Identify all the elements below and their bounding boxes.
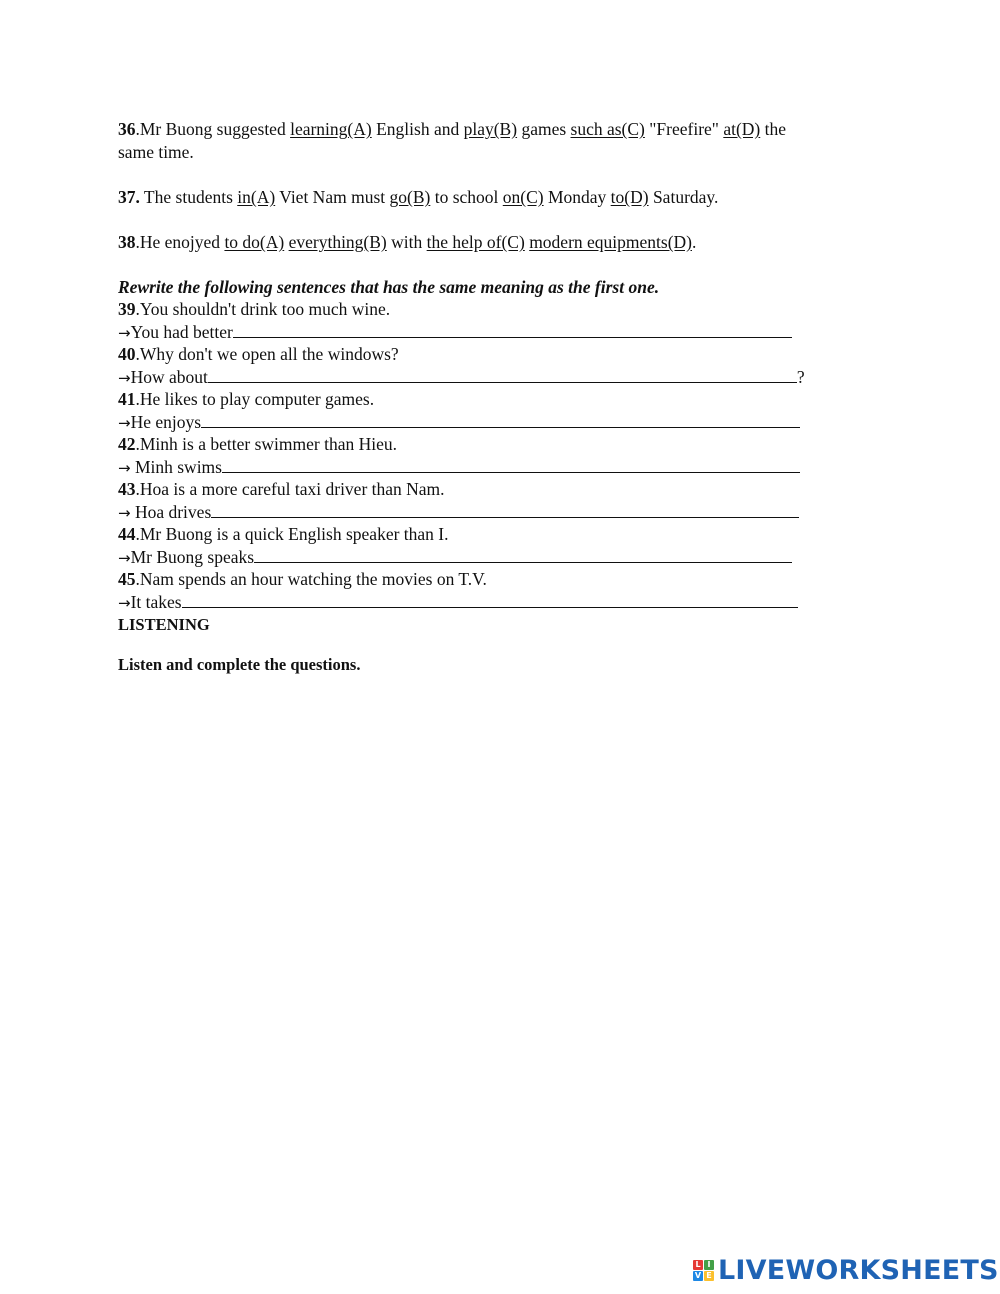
listening-instruction: Listen and complete the questions. <box>118 655 361 674</box>
question-number: 38 <box>118 232 136 252</box>
option-b: everything(B) <box>288 232 387 252</box>
answer-blank[interactable] <box>222 457 800 473</box>
question-text: Viet Nam must <box>275 187 390 207</box>
answer-prompt: Hoa drives <box>130 502 212 522</box>
question-text: Saturday. <box>648 187 719 207</box>
answer-line-44 <box>118 546 792 569</box>
listening-heading: LISTENING <box>118 615 210 634</box>
question-text: to school <box>430 187 503 207</box>
logo-tile: V <box>694 1270 702 1280</box>
question-36-continuation: same time. <box>118 142 194 162</box>
option-b: play(B) <box>463 119 518 139</box>
item-number: 45 <box>118 569 136 589</box>
answer-prompt: Mr Buong speaks <box>130 547 255 567</box>
rewrite-item-44 <box>118 523 449 545</box>
rewrite-item-42 <box>118 433 397 455</box>
answer-prompt: He enjoys <box>130 412 202 432</box>
question-text: English and <box>371 119 464 139</box>
question-text: the <box>760 119 787 139</box>
rewrite-item-41 <box>118 388 374 410</box>
logo-tile: L <box>693 1260 703 1270</box>
question-text: with <box>386 232 427 252</box>
option-c: the help of(C) <box>426 232 525 252</box>
answer-line-43 <box>118 501 799 524</box>
question-text: games <box>517 119 571 139</box>
question-text: .Mr Buong suggested <box>135 119 291 139</box>
item-number: 39 <box>118 299 136 319</box>
answer-line-42 <box>118 456 800 479</box>
option-d: at(D) <box>723 119 761 139</box>
rewrite-item-45 <box>118 568 487 590</box>
answer-blank[interactable] <box>254 547 792 563</box>
option-d: to(D) <box>610 187 649 207</box>
item-number: 40 <box>118 344 136 364</box>
question-36 <box>118 118 786 140</box>
arrow-icon: → <box>118 414 131 432</box>
answer-blank[interactable] <box>182 592 798 608</box>
answer-blank[interactable] <box>201 412 800 428</box>
rewrite-item-40 <box>118 343 399 365</box>
option-c: on(C) <box>502 187 544 207</box>
item-number: 42 <box>118 434 136 454</box>
item-number: 41 <box>118 389 136 409</box>
question-number: 36 <box>118 119 136 139</box>
brand-name: LIVEWORKSHEETS <box>718 1254 999 1286</box>
question-text: "Freefire" <box>644 119 724 139</box>
answer-blank[interactable] <box>211 502 799 518</box>
arrow-icon: → <box>118 549 131 567</box>
question-37 <box>118 186 718 208</box>
arrow-icon: → <box>118 324 131 342</box>
logo-mark-icon <box>693 1260 714 1281</box>
question-number: 37. <box>118 187 140 207</box>
logo-tile: I <box>704 1260 714 1270</box>
item-number: 44 <box>118 524 136 544</box>
option-b: go(B) <box>389 187 431 207</box>
option-a: to do(A) <box>224 232 285 252</box>
answer-line-41 <box>118 411 800 434</box>
liveworksheets-logo <box>693 1256 999 1284</box>
question-text: Monday <box>543 187 611 207</box>
item-sentence: .Nam spends an hour watching the movies on T.V. <box>135 569 487 589</box>
item-sentence: .Why don't we open all the windows? <box>135 344 399 364</box>
answer-prompt: Minh swims <box>130 457 222 477</box>
question-38 <box>118 231 696 253</box>
option-d: modern equipments(D) <box>529 232 692 252</box>
question-text: The students <box>139 187 238 207</box>
item-sentence: .He likes to play computer games. <box>135 389 375 409</box>
answer-line-40 <box>118 366 805 389</box>
item-number: 43 <box>118 479 136 499</box>
rewrite-instruction: Rewrite the following sentences that has the same meaning as the first one. <box>118 277 660 297</box>
arrow-icon: → <box>118 459 131 477</box>
item-sentence: .Hoa is a more careful taxi driver than Nam. <box>135 479 445 499</box>
arrow-icon: → <box>118 504 131 522</box>
answer-line-45 <box>118 591 798 614</box>
rewrite-item-39 <box>118 298 390 320</box>
answer-blank[interactable] <box>208 367 797 383</box>
answer-prompt: It takes <box>130 592 182 612</box>
rewrite-item-43 <box>118 478 445 500</box>
item-sentence: .Mr Buong is a quick English speaker than I. <box>135 524 449 544</box>
logo-tile: E <box>704 1271 714 1281</box>
arrow-icon: → <box>118 369 131 387</box>
option-a: in(A) <box>237 187 276 207</box>
question-text: .He enojyed <box>135 232 225 252</box>
answer-blank[interactable] <box>233 322 792 338</box>
answer-prompt: How about <box>130 367 208 387</box>
answer-line-39 <box>118 321 792 344</box>
answer-prompt: You had better <box>130 322 233 342</box>
arrow-icon: → <box>118 594 131 612</box>
item-sentence: .Minh is a better swimmer than Hieu. <box>135 434 397 454</box>
option-c: such as(C) <box>570 119 645 139</box>
item-sentence: .You shouldn't drink too much wine. <box>135 299 391 319</box>
answer-end: ? <box>796 367 805 387</box>
option-a: learning(A) <box>290 119 372 139</box>
question-text: . <box>692 232 697 252</box>
